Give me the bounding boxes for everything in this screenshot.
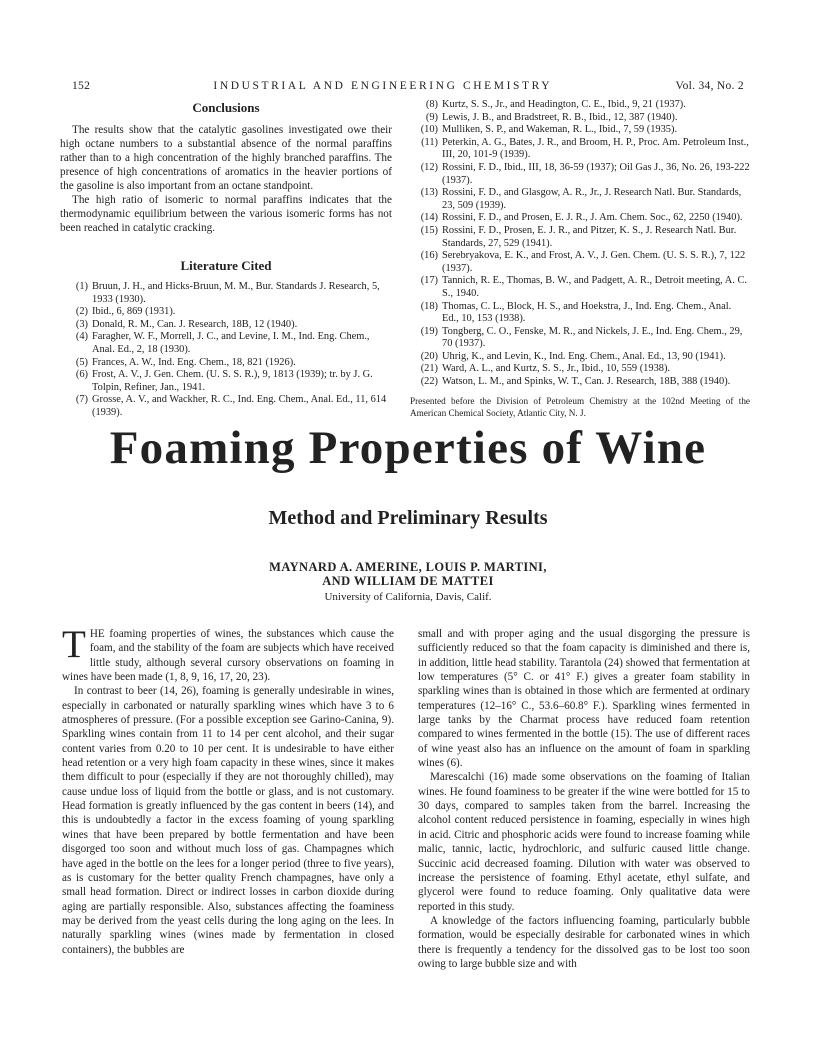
reference-number: (9): [425, 111, 438, 123]
conclusions-paragraph-1: The results show that the catalytic gasolines investigated owe their high octane numbers to a substantial absence of the normal paraffins rather than to a high concentration of the highly branched paraffins. The presence of high concentrations of aromatics in the heavier portions of the gasoline is also important from an octane standpoint.: [60, 124, 392, 192]
literature-cited-heading: Literature Cited: [180, 258, 272, 273]
reference-item: [410, 212, 750, 225]
reference-number: (19): [420, 325, 438, 337]
reference-item: [410, 376, 750, 389]
reference-text: Ward, A. L., and Kurtz, S. S., Jr., Ibid., 10, 559 (1938).: [442, 363, 671, 375]
authors-line-2: AND WILLIAM DE MATTEI: [322, 574, 494, 588]
reference-number: (12): [420, 161, 438, 173]
reference-item: [410, 225, 750, 250]
reference-text: Rossini, F. D., Prosen, E. J. R., and Pitzer, K. S., J. Research Natl. Bur. Standards, 27, 529 (1941).: [442, 224, 737, 249]
reference-text: Bruun, J. H., and Hicks-Bruun, M. M., Bur. Standards J. Research, 5, 1933 (1930).: [92, 281, 380, 305]
article-title: Foaming Properties of Wine: [109, 422, 707, 474]
reference-text: Ibid., 6, 869 (1931).: [92, 306, 176, 318]
reference-number: (18): [420, 300, 438, 312]
body-paragraph: In contrast to beer (14, 26), foaming is generally undesirable in wines, especially in carbonated or naturally sparkling wines which have 3 to 6 atmospheres of pressure. (For a possible exception see Garino-Canina, 9). Sparkling wines contain from 11 to 14 per cent alcohol, and their sugar content varies from 0.20 to 10 per cent. It is undesirable to have either head retention or a very high foam capacity in these wines, since it makes them difficult to pour (especially if they are not thoroughly chilled), may cause undue loss of liquid from the bottle or glass, and is not customary. Head formation is greatly influenced by the gas content in beers (14), and this is undoubtedly a factor in the excess foaming of young sparkling wines that have been prepared by bottle fermentation and have been disgorged too soon and without much loss of gas. Champagnes which have aged in the bottle on the lees for a longer period (three to five years), as is customary for the better quality French champagnes, have only a small head formation. Direct or indirect losses in carbon dioxide during aging are partially responsible. Also, substances affecting the foaminess may be derived from the yeast cells during the long aging on the lees. In naturally sparkling wines (wines made by fermentation in closed containers), the bubbles are: [62, 685, 394, 956]
reference-text: Grosse, A. V., and Wackher, R. C., Ind. Eng. Chem., Anal. Ed., 11, 614 (1939).: [92, 394, 387, 418]
reference-text: Frost, A. V., J. Gen. Chem. (U. S. S. R.), 9, 1813 (1939); tr. by J. G. Tolpin, Refiner, Jan., 1941.: [92, 369, 373, 393]
body-paragraph: Marescalchi (16) made some observations on the foaming of Italian wines. He found foaminess to be greater if the wine were bottled for 15 to 30 days, compared to samples taken from the barrel. Increasing the alcohol content reduced persistence in foaming, especially in wines high in acid. Citric and phosphoric acids were found to increase foaming while malic, tannic, lactic, hydrochloric, and sulfuric caused little change. Succinic acid decreased foaming. Dilution with water was observed to increase the persistence of foaming. Ethyl acetate, ethyl sulfate, and glycerol were found to reduce foaming. Only qualitative data were reported in this study.: [418, 771, 750, 913]
reference-item: [60, 306, 392, 319]
reference-number: (11): [421, 136, 438, 148]
reference-item: [60, 369, 392, 394]
reference-number: (20): [420, 350, 438, 362]
page-number: 152: [72, 80, 91, 92]
reference-item: [410, 326, 750, 351]
reference-item: [410, 351, 750, 364]
article-subtitle: Method and Preliminary Results: [268, 507, 548, 529]
body-column-right: [418, 627, 750, 971]
volume-issue: Vol. 34, No. 2: [675, 80, 744, 92]
reference-number: (15): [420, 224, 438, 236]
reference-number: (4): [75, 331, 88, 343]
reference-item: [410, 137, 750, 162]
body-paragraph-text: HE foaming properties of wines, the substances which cause the foam, and the stability of the foam are subjects which have received little study, although several cursory observations on foaming in wines have been made (1, 8, 9, 16, 17, 20, 23).: [62, 628, 394, 684]
reference-number: (13): [420, 187, 438, 199]
reference-number: (2): [75, 306, 88, 318]
reference-text: Tongberg, C. O., Fenske, M. R., and Nickels, J. E., Ind. Eng. Chem., 29, 70 (1937).: [442, 325, 743, 350]
reference-text: Frances, A. W., Ind. Eng. Chem., 18, 821 (1926).: [92, 356, 296, 368]
reference-text: Serebryakova, E. K., and Frost, A. V., J. Gen. Chem. (U. S. S. R.), 7, 122 (1937).: [442, 250, 746, 274]
reference-item: [60, 319, 392, 332]
reference-number: (7): [75, 394, 88, 406]
reference-item: [410, 250, 750, 275]
reference-number: (17): [420, 275, 438, 287]
running-header: [72, 80, 744, 92]
reference-item: [60, 357, 392, 370]
reference-list-right: [410, 99, 750, 389]
reference-text: Faragher, W. F., Morrell, J. C., and Levine, I. M., Ind. Eng. Chem., Anal. Ed., 2, 18 (1930).: [92, 331, 370, 355]
reference-number: (8): [425, 99, 438, 110]
reference-number: (5): [75, 356, 88, 368]
reference-number: (10): [420, 124, 438, 136]
reference-number: (22): [420, 376, 438, 388]
reference-text: Watson, L. M., and Spinks, W. T., Can. J. Research, 18B, 388 (1940).: [442, 376, 731, 388]
drop-cap: T: [62, 623, 86, 666]
reference-text: Mulliken, S. P., and Wakeman, R. L., Ibid., 7, 59 (1935).: [442, 124, 678, 136]
reference-text: Tannich, R. E., Thomas, B. W., and Padgett, A. R., Detroit meeting, A. C. S., 1940.: [442, 275, 748, 299]
reference-item: [60, 281, 392, 306]
right-top-column: [410, 99, 750, 419]
reference-text: Kurtz, S. S., Jr., and Headington, C. E., Ibid., 9, 21 (1937).: [442, 99, 686, 110]
body-column-left: [62, 623, 394, 957]
conclusions-paragraph-2: The high ratio of isomeric to normal paraffins indicates that the thermodynamic equilibrium between the various isomeric forms has not been reached in catalytic cracking.: [60, 194, 392, 234]
reference-item: [410, 275, 750, 300]
reference-number: (16): [420, 250, 438, 262]
reference-number: (3): [75, 318, 88, 330]
reference-item: [60, 331, 392, 356]
reference-text: Donald, R. M., Can. J. Research, 18B, 12 (1940).: [92, 318, 298, 330]
reference-list-left: [60, 281, 392, 420]
conclusions-heading: Conclusions: [192, 100, 260, 115]
left-top-column: [60, 101, 392, 420]
reference-item: [60, 394, 392, 419]
reference-text: Uhrig, K., and Levin, K., Ind. Eng. Chem., Anal. Ed., 13, 90 (1941).: [442, 350, 726, 362]
affiliation: University of California, Davis, Calif.: [324, 591, 492, 603]
reference-text: Lewis, J. B., and Bradstreet, R. B., Ibid., 12, 387 (1940).: [442, 111, 678, 123]
reference-text: Rossini, F. D., Ibid., III, 18, 36-59 (1937); Oil Gas J., 36, No. 26, 193-222 (1937).: [442, 161, 750, 186]
reference-text: Peterkin, A. G., Bates, J. R., and Broom, H. P., Proc. Am. Petroleum Inst., III, 20, 101-9 (1939).: [442, 136, 749, 161]
reference-item: [410, 187, 750, 212]
reference-text: Rossini, F. D., and Glasgow, A. R., Jr., J. Research Natl. Bur. Standards, 23, 509 (1939).: [442, 187, 742, 211]
reference-item: [410, 112, 750, 125]
reference-number: (6): [75, 369, 88, 381]
reference-text: Thomas, C. L., Block, H. S., and Hoekstra, J., Ind. Eng. Chem., Anal. Ed., 10, 153 (1938).: [442, 300, 732, 325]
reference-item: [410, 363, 750, 376]
reference-number: (14): [420, 212, 438, 224]
authors-line-1: MAYNARD A. AMERINE, LOUIS P. MARTINI,: [269, 560, 547, 574]
author-list: [0, 560, 816, 588]
reference-item: [410, 162, 750, 187]
reference-item: [410, 99, 750, 112]
journal-name: INDUSTRIAL AND ENGINEERING CHEMISTRY: [213, 80, 553, 92]
reference-item: [410, 124, 750, 137]
body-paragraph: A knowledge of the factors influencing foaming, particularly bubble formation, would be especially desirable for carbonated wines in which there is frequently a tendency for the dissolved gas to be lost too soon owing to large bubble size and with: [418, 914, 750, 970]
body-paragraph: [62, 623, 394, 684]
body-paragraph: small and with proper aging and the usual disgorging the pressure is sufficiently reduced so that the foam capacity is diminished and there is, in addition, little head stability. Tarantola (24) showed that fermentation at low temperatures (5° C. or 41° F.) gives a greater foam stability in sparkling wines than is obtained in those which are fermented at ordinary temperatures (12–16° C., 53.6–60.8° F.). Sparkling wines fermented in large tanks by the Charmat process have reduced foam retention compared to wines fermented in the bottle (15). The use of different races of wine yeast also has an influence on the amount of foam in sparkling wines (6).: [418, 628, 750, 770]
reference-item: [410, 301, 750, 326]
reference-number: (21): [420, 363, 438, 375]
reference-number: (1): [75, 281, 88, 292]
reference-text: Rossini, F. D., and Prosen, E. J. R., J. Am. Chem. Soc., 62, 2250 (1940).: [442, 212, 743, 224]
presented-note: Presented before the Division of Petroleum Chemistry at the 102nd Meeting of the American Chemical Society, Atlantic City, N. J.: [410, 395, 750, 418]
